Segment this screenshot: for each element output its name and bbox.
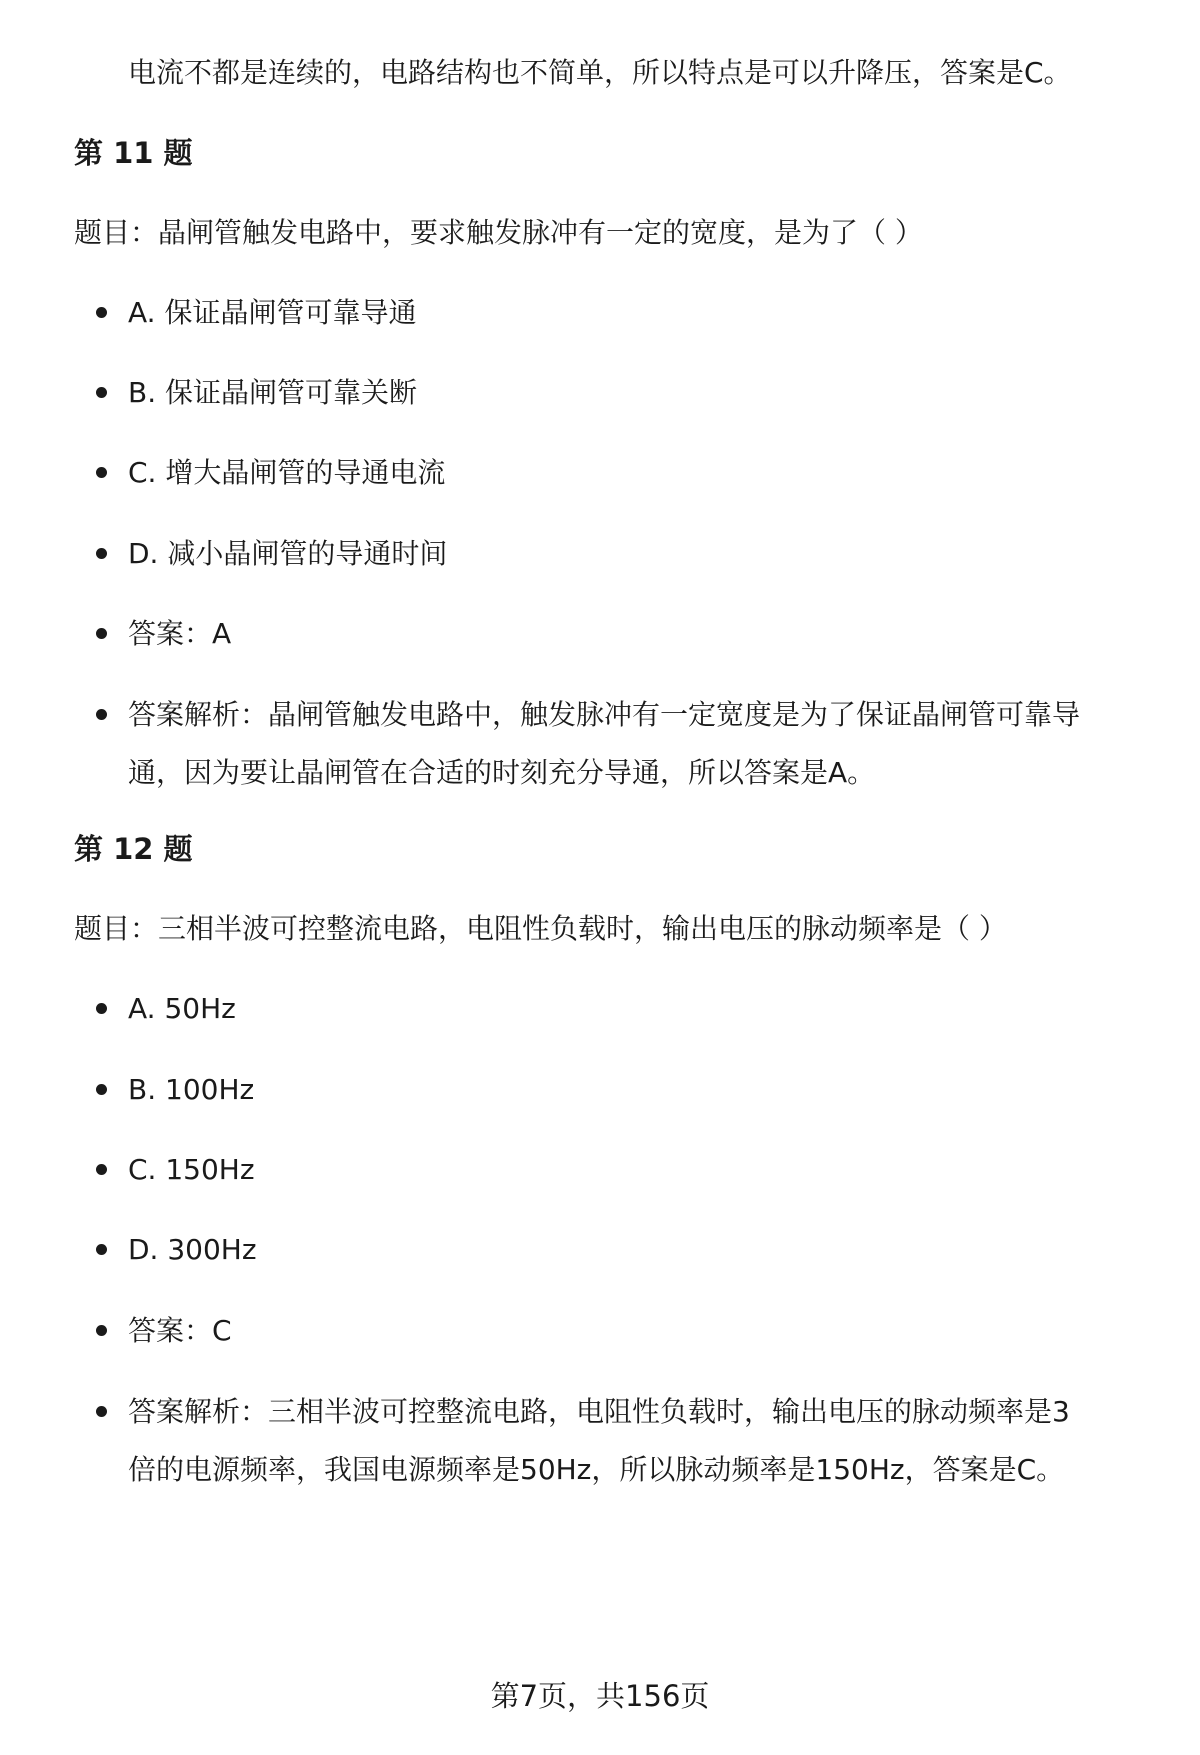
option-c <box>96 1141 1146 1199</box>
bullet-icon <box>96 709 107 720</box>
bullet-icon <box>96 467 107 478</box>
bullet-icon <box>96 387 107 398</box>
option-text: D. 300Hz <box>128 1233 257 1266</box>
answer <box>96 1302 1146 1360</box>
bullet-icon <box>96 1244 107 1255</box>
option-text: D. 减小晶闸管的导通时间 <box>128 537 448 570</box>
bullet-icon <box>96 307 107 318</box>
analysis-line-1: 答案解析：晶闸管触发电路中，触发脉冲有一定宽度是为了保证晶闸管可靠导 <box>128 698 1081 731</box>
question-stem: 题目：三相半波可控整流电路，电阻性负载时，输出电压的脉动频率是（ ） <box>74 912 1007 945</box>
option-text: B. 保证晶闸管可靠关断 <box>128 376 418 409</box>
bullet-icon <box>96 1164 107 1175</box>
page-number-footer: 第7页，共156页 <box>490 1679 710 1713</box>
option-text: A. 50Hz <box>128 992 236 1025</box>
analysis-line-2: 通，因为要让晶闸管在合适的时刻充分导通，所以答案是A。 <box>128 756 876 789</box>
question-stem: 题目：晶闸管触发电路中，要求触发脉冲有一定的宽度，是为了（ ） <box>74 216 923 249</box>
bullet-icon <box>96 1003 107 1014</box>
option-text: C. 增大晶闸管的导通电流 <box>128 456 446 489</box>
question-heading: 第 12 题 <box>74 832 193 866</box>
answer-text: 答案：C <box>128 1314 232 1347</box>
bullet-icon <box>96 1325 107 1336</box>
option-d <box>96 525 1146 583</box>
option-d <box>96 1221 1146 1279</box>
answer <box>96 605 1146 663</box>
question-heading: 第 11 题 <box>74 136 193 170</box>
option-a <box>96 980 1146 1038</box>
intro-paragraph: 电流不都是连续的，电路结构也不简单，所以特点是可以升降压，答案是C。 <box>128 56 1072 89</box>
answer-text: 答案：A <box>128 617 232 650</box>
option-text: A. 保证晶闸管可靠导通 <box>128 296 417 329</box>
option-a <box>96 284 1146 342</box>
analysis-line-2: 倍的电源频率，我国电源频率是50Hz，所以脉动频率是150Hz，答案是C。 <box>128 1453 1065 1486</box>
option-b <box>96 1061 1146 1119</box>
answer-analysis <box>96 1383 1146 1499</box>
option-text: B. 100Hz <box>128 1073 255 1106</box>
option-c <box>96 444 1146 502</box>
option-text: C. 150Hz <box>128 1153 255 1186</box>
answer-analysis <box>96 686 1146 802</box>
bullet-icon <box>96 548 107 559</box>
analysis-line-1: 答案解析：三相半波可控整流电路，电阻性负载时，输出电压的脉动频率是3 <box>128 1395 1070 1428</box>
bullet-icon <box>96 1406 107 1417</box>
bullet-icon <box>96 1084 107 1095</box>
option-b <box>96 364 1146 422</box>
bullet-icon <box>96 628 107 639</box>
